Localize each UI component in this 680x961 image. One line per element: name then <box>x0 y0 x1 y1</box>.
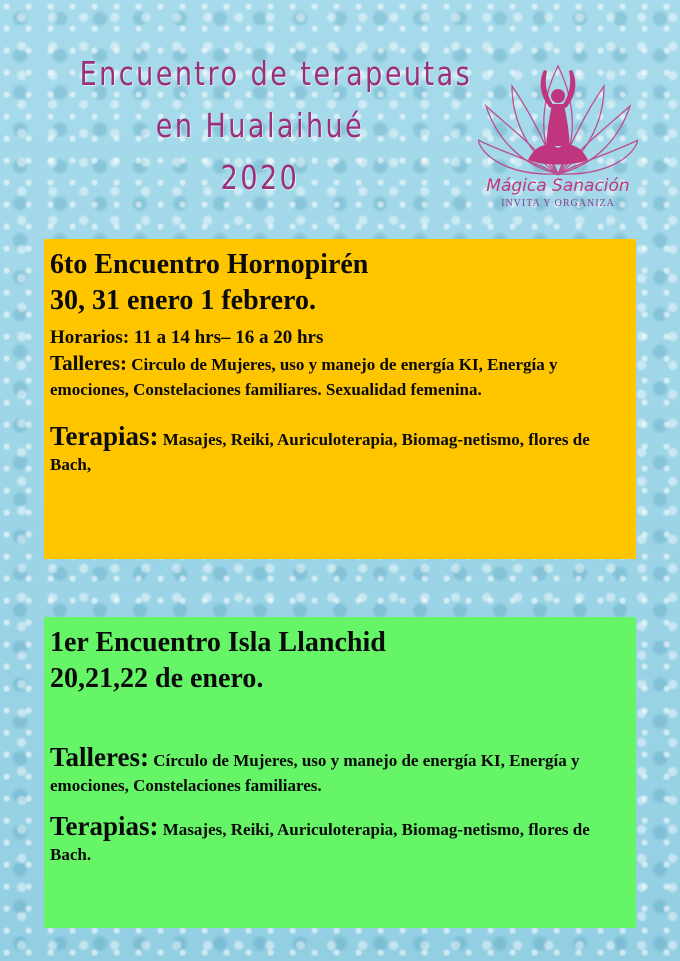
event1-terapias <box>50 421 626 477</box>
event2-terapias-label: Terapias: <box>50 811 159 841</box>
event1-talleres-text: Circulo de Mujeres, uso y manejo de energía KI, Energía y emociones, Constelaciones familiares. Sexualidad femenina. <box>50 355 558 399</box>
event2-talleres-label: Talleres: <box>50 742 149 772</box>
event2-terapias-text: Masajes, Reiki, Auriculoterapia, Biomag-netismo, flores de Bach. <box>50 820 590 864</box>
event1-heading: 6to Encuentro Hornopirén <box>50 249 369 280</box>
event2-talleres-text: Círculo de Mujeres, uso y manejo de energía KI, Energía y emociones, Constelaciones familiares. <box>50 751 580 795</box>
poster-title <box>79 48 473 204</box>
event1-talleres <box>50 351 626 402</box>
event1-talleres-label: Talleres: <box>50 351 127 375</box>
event1-terapias-label: Terapias: <box>50 421 159 451</box>
logo-tagline: INVITA Y ORGANIZA <box>501 198 615 209</box>
event2-talleres <box>50 742 626 798</box>
title-line-3: 2020 <box>220 158 300 197</box>
logo-name: Mágica Sanación <box>486 176 630 196</box>
event2-terapias <box>50 811 626 867</box>
event1-dates: 30, 31 enero 1 febrero. <box>50 285 316 316</box>
event2-dates: 20,21,22 de enero. <box>50 663 264 694</box>
event-llanchid-box <box>44 617 636 928</box>
event1-hours: Horarios: 11 a 14 hrs– 16 a 20 hrs <box>50 327 324 348</box>
event2-heading: 1er Encuentro Isla Llanchid <box>50 627 386 658</box>
event-hornopiren-box <box>44 239 636 559</box>
title-line-2: en Hualaihué <box>155 106 365 145</box>
event1-terapias-text: Masajes, Reiki, Auriculoterapia, Biomag-netismo, flores de Bach, <box>50 430 590 474</box>
title-line-1: Encuentro de terapeutas <box>79 54 473 93</box>
